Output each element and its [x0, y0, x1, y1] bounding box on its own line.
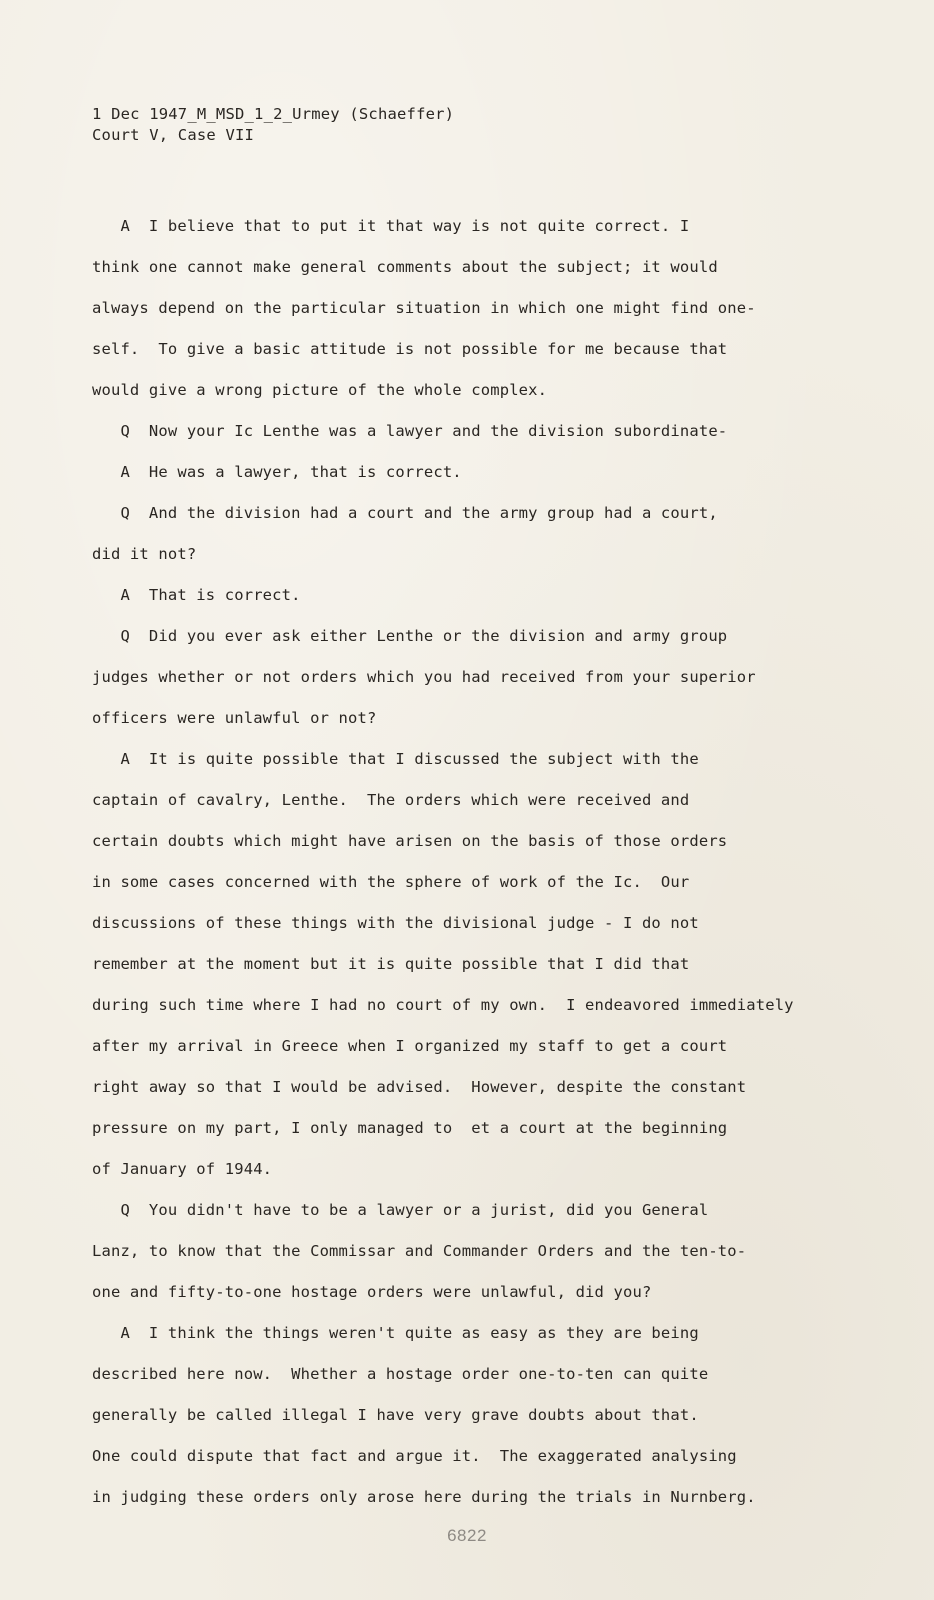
transcript-line: Q You didn't have to be a lawyer or a jurist, did you General: [92, 1201, 709, 1219]
header-court-case: Court V, Case VII: [92, 126, 255, 144]
transcript-line: would give a wrong picture of the whole complex.: [92, 381, 548, 399]
transcript-line: think one cannot make general comments about the subject; it would: [92, 258, 718, 276]
transcript-line: Q And the division had a court and the army group had a court,: [92, 504, 718, 522]
header-date-reference: 1 Dec 1947_M_MSD_1_2_Urmey (Schaeffer): [92, 105, 455, 123]
transcript-line: one and fifty-to-one hostage orders were unlawful, did you?: [92, 1283, 652, 1301]
transcript-line: officers were unlawful or not?: [92, 709, 377, 727]
transcript-line: A It is quite possible that I discussed the subject with the: [92, 750, 699, 768]
transcript-line: A I believe that to put it that way is not quite correct. I: [92, 217, 690, 235]
document-header: [92, 104, 454, 146]
transcript-line: after my arrival in Greece when I organized my staff to get a court: [92, 1037, 728, 1055]
transcript-line: Lanz, to know that the Commissar and Commander Orders and the ten-to-: [92, 1242, 747, 1260]
transcript-line: right away so that I would be advised. However, despite the constant: [92, 1078, 747, 1096]
transcript-line: always depend on the particular situation in which one might find one-: [92, 299, 756, 317]
transcript-body: [92, 206, 832, 1518]
transcript-line: described here now. Whether a hostage order one-to-ten can quite: [92, 1365, 709, 1383]
transcript-line: discussions of these things with the divisional judge - I do not: [92, 914, 699, 932]
transcript-line: Q Now your Ic Lenthe was a lawyer and the division subordinate-: [92, 422, 728, 440]
transcript-line: A I think the things weren't quite as easy as they are being: [92, 1324, 699, 1342]
transcript-line: A He was a lawyer, that is correct.: [92, 463, 462, 481]
transcript-line: captain of cavalry, Lenthe. The orders which were received and: [92, 791, 690, 809]
transcript-line: remember at the moment but it is quite possible that I did that: [92, 955, 690, 973]
page-number: 6822: [447, 1526, 487, 1545]
transcript-line: One could dispute that fact and argue it. The exaggerated analysing: [92, 1447, 737, 1465]
transcript-line: of January of 1944.: [92, 1160, 273, 1178]
transcript-line: in some cases concerned with the sphere of work of the Ic. Our: [92, 873, 690, 891]
transcript-line: Q Did you ever ask either Lenthe or the division and army group: [92, 627, 728, 645]
transcript-line: generally be called illegal I have very grave doubts about that.: [92, 1406, 699, 1424]
transcript-line: during such time where I had no court of my own. I endeavored immediately: [92, 996, 794, 1014]
transcript-line: A That is correct.: [92, 586, 301, 604]
transcript-line: self. To give a basic attitude is not possible for me because that: [92, 340, 728, 358]
transcript-line: pressure on my part, I only managed to et a court at the beginning: [92, 1119, 728, 1137]
transcript-line: did it not?: [92, 545, 197, 563]
transcript-line: judges whether or not orders which you had received from your superior: [92, 668, 756, 686]
transcript-line: in judging these orders only arose here during the trials in Nurnberg.: [92, 1488, 756, 1506]
transcript-line: certain doubts which might have arisen on the basis of those orders: [92, 832, 728, 850]
